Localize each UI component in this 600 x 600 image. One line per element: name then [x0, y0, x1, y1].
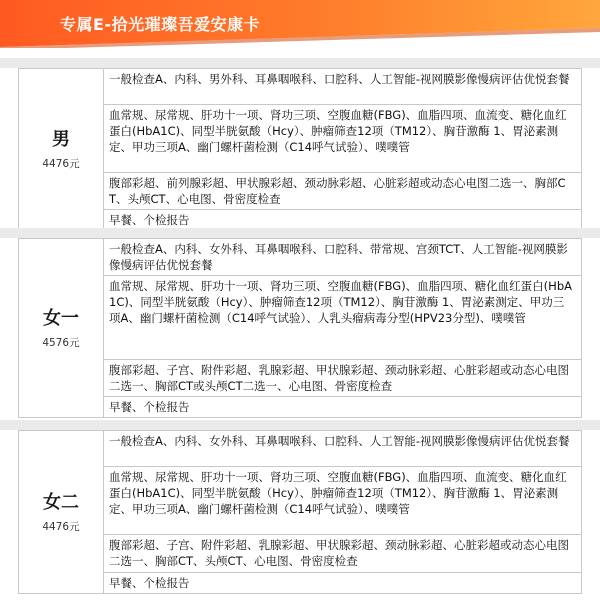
- package-table-female-2: [18, 430, 582, 594]
- package-block-female-2: [0, 420, 600, 600]
- package-price: 4476元: [42, 520, 80, 533]
- package-name: 女二: [43, 491, 79, 513]
- table-row: [19, 573, 582, 594]
- package-table-male: [18, 68, 582, 231]
- package-block-male: [0, 58, 600, 236]
- table-row: [19, 276, 582, 360]
- page-title: 专属E-拾光璀璨吾爱安康卡: [60, 15, 261, 34]
- table-row: [19, 105, 582, 173]
- package-item-imaging: 腹部彩超、子宫、附件彩超、乳腺彩超、甲状腺彩超、颈动脉彩超、心脏彩超或动态心电图二选一、胸部CT或头颅CT二选一、心电图、骨密度检查: [104, 360, 582, 397]
- package-item-extras: 早餐、个检报告: [104, 573, 582, 594]
- section-bar: [0, 58, 600, 68]
- package-item-imaging: 腹部彩超、前列腺彩超、甲状腺彩超、颈动脉彩超、心脏彩超或动态心电图二选一、胸部CT、头颅CT、心电图、骨密度检查: [104, 173, 582, 210]
- package-name: 男: [52, 129, 70, 150]
- table-row: [19, 431, 582, 467]
- table-row: [19, 467, 582, 535]
- table-row: [19, 397, 582, 418]
- package-block-female-1: [0, 228, 600, 420]
- package-price: 4576元: [42, 336, 80, 349]
- package-table-female-1: [18, 238, 582, 418]
- package-item-basic: 一般检查A、内科、女外科、耳鼻咽喉科、口腔科、人工智能-视网膜影像慢病评估优悦套餐: [104, 431, 582, 467]
- table-row: [19, 535, 582, 573]
- package-label: [19, 431, 104, 594]
- package-item-extras: 早餐、个检报告: [104, 397, 582, 418]
- package-label: [19, 69, 104, 231]
- package-price: 4476元: [42, 158, 80, 170]
- package-label: [19, 239, 104, 418]
- table-row: [19, 69, 582, 105]
- section-bar: [0, 420, 600, 430]
- table-row: [19, 173, 582, 210]
- package-item-imaging: 腹部彩超、子宫、附件彩超、乳腺彩超、甲状腺彩超、颈动脉彩超、心脏彩超或动态心电图二选一、胸部CT、头颅CT、心电图、骨密度检查: [104, 535, 582, 573]
- section-bar: [0, 228, 600, 238]
- package-item-basic: 一般检查A、内科、女外科、耳鼻咽喉科、口腔科、带常规、宫颈TCT、人工智能-视网膜影像慢病评估优悦套餐: [104, 239, 582, 276]
- header-banner: [0, 0, 600, 58]
- package-name: 女一: [43, 307, 79, 329]
- package-item-basic: 一般检查A、内科、男外科、耳鼻咽喉科、口腔科、人工智能-视网膜影像慢病评估优悦套餐: [104, 69, 582, 105]
- package-item-lab: 血常规、尿常规、肝功十一项、肾功三项、空腹血糖(FBG)、血脂四项、糖化血红蛋白(HbA1C)、同型半胱氨酸（Hcy）、肿瘤筛查12项（TM12）、胸苷激酶 1、胃泌素测定、甲功三项A、幽门螺杆菌检测（C14呼气试验）、人乳头瘤病毒分型(HPV23分型)、噗噗管: [104, 276, 582, 360]
- package-item-lab: 血常规、尿常规、肝功十一项、肾功三项、空腹血糖(FBG)、血脂四项、血流变、糖化血红蛋白(HbA1C)、同型半胱氨酸（Hcy）、肿瘤筛查12项（TM12）、胸苷激酶 1、胃泌素测定、甲功三项A、幽门螺杆菌检测（C14呼气试验）、噗噗管: [104, 105, 582, 173]
- package-item-extras: 早餐、个检报告: [104, 210, 582, 231]
- table-row: [19, 239, 582, 276]
- package-item-lab: 血常规、尿常规、肝功十一项、肾功三项、空腹血糖(FBG)、血脂四项、血流变、糖化血红蛋白(HbA1C)、同型半胱氨酸（Hcy）、肿瘤筛查12项（TM12）、胸苷激酶 1、胃泌素测定、甲功三项A、幽门螺杆菌检测（C14呼气试验）、噗噗管: [104, 467, 582, 535]
- table-row: [19, 360, 582, 397]
